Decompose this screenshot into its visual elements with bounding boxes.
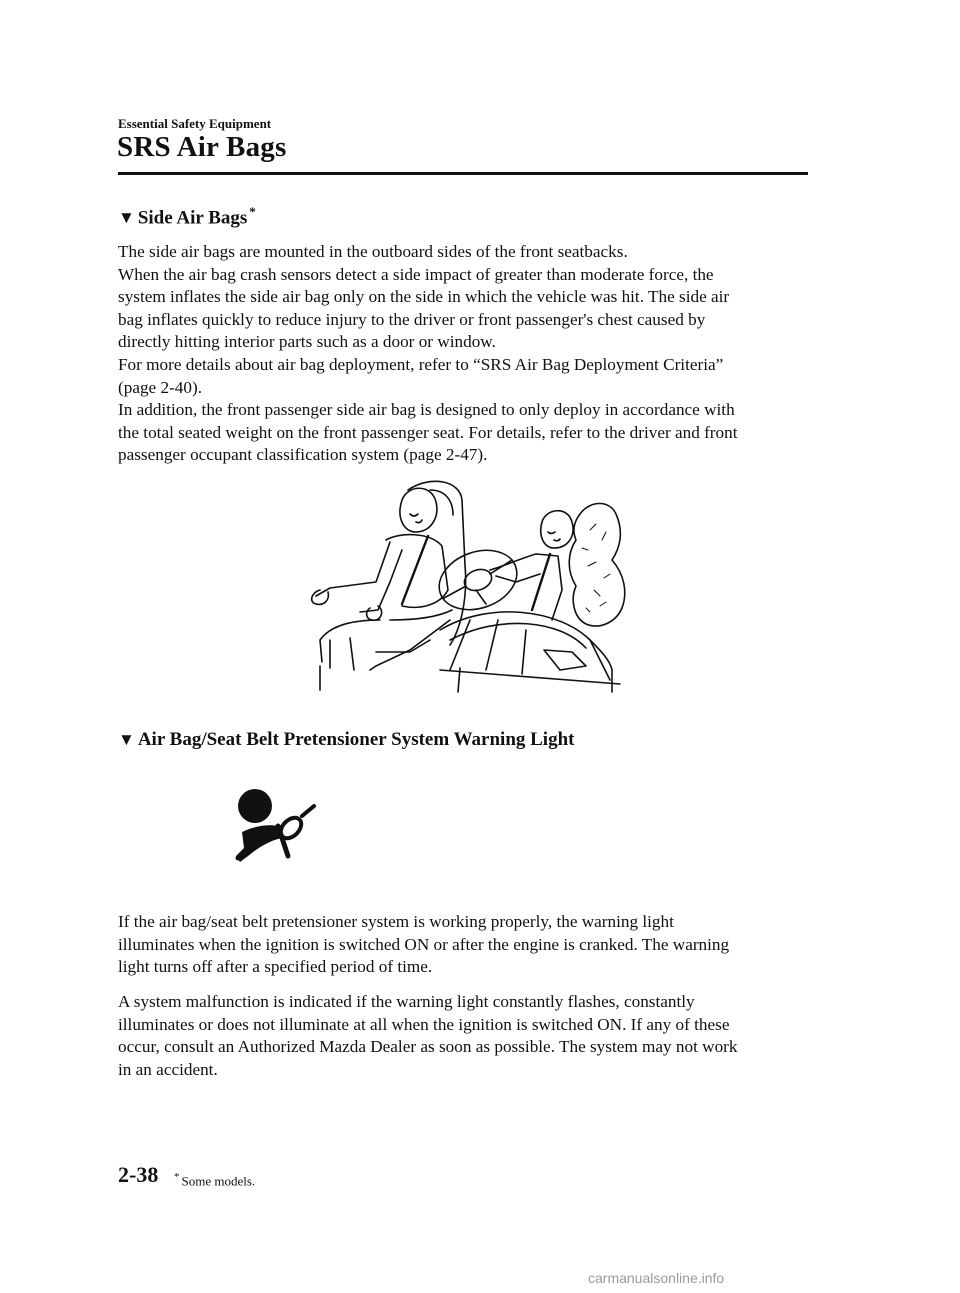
- body-line: the total seated weight on the front passenger seat. For details, refer to the driver and front: [118, 422, 738, 442]
- warning-light-heading: [118, 729, 574, 751]
- footnote-star: *: [174, 1171, 180, 1183]
- body-line: passenger occupant classification system (page 2-47).: [118, 445, 488, 465]
- side-air-bags-title: Side Air Bags: [137, 207, 248, 229]
- body-line: A system malfunction is indicated if the warning light constantly flashes, constantly: [118, 992, 695, 1011]
- chapter-label: Essential Safety Equipment: [118, 116, 272, 131]
- body-line: (page 2-40).: [118, 377, 202, 397]
- section-triangle-icon: ▼: [118, 208, 135, 228]
- body-line: system inflates the side air bag only on the side in which the vehicle was hit. The side air: [118, 287, 730, 307]
- warning-light-para-1: [118, 911, 818, 979]
- side-air-bag-illustration: [290, 470, 640, 700]
- body-line: directly hitting interior parts such as a door or window.: [118, 332, 496, 352]
- body-line: light turns off after a specified period of time.: [118, 957, 433, 977]
- air-bag-warning-icon: [234, 786, 320, 866]
- section-triangle-icon: ▼: [118, 730, 135, 749]
- body-line: bag inflates quickly to reduce injury to the driver or front passenger's chest caused by: [118, 309, 706, 329]
- body-line: The side air bags are mounted in the outboard sides of the front seatbacks.: [118, 242, 628, 261]
- side-air-bags-heading: [118, 204, 256, 229]
- warning-light-para-2: [118, 991, 818, 1081]
- watermark: carmanualsonline.info: [588, 1270, 725, 1286]
- title-rule: [118, 172, 808, 175]
- page-title: SRS Air Bags: [117, 131, 287, 163]
- some-models-star: *: [249, 204, 256, 219]
- footnote-text: Some models.: [181, 1173, 256, 1189]
- body-line: in an accident.: [118, 1059, 218, 1079]
- body-line: When the air bag crash sensors detect a side impact of greater than moderate force, the: [118, 264, 714, 284]
- warning-light-title: Air Bag/Seat Belt Pretensioner System Warning Light: [137, 729, 575, 750]
- body-line: For more details about air bag deployment, refer to “SRS Air Bag Deployment Criteria”: [118, 354, 724, 374]
- body-line: occur, consult an Authorized Mazda Dealer as soon as possible. The system may not work: [118, 1037, 738, 1057]
- body-line: illuminates or does not illuminate at all when the ignition is switched ON. If any of these: [118, 1014, 730, 1034]
- side-air-bags-body: [118, 241, 818, 467]
- footnote: [174, 1171, 255, 1189]
- body-line: illuminates when the ignition is switched ON or after the engine is cranked. The warning: [118, 934, 730, 954]
- page-number: 2-38: [118, 1162, 159, 1187]
- body-line: If the air bag/seat belt pretensioner system is working properly, the warning light: [118, 912, 674, 931]
- body-line: In addition, the front passenger side air bag is designed to only deploy in accordance with: [118, 400, 735, 420]
